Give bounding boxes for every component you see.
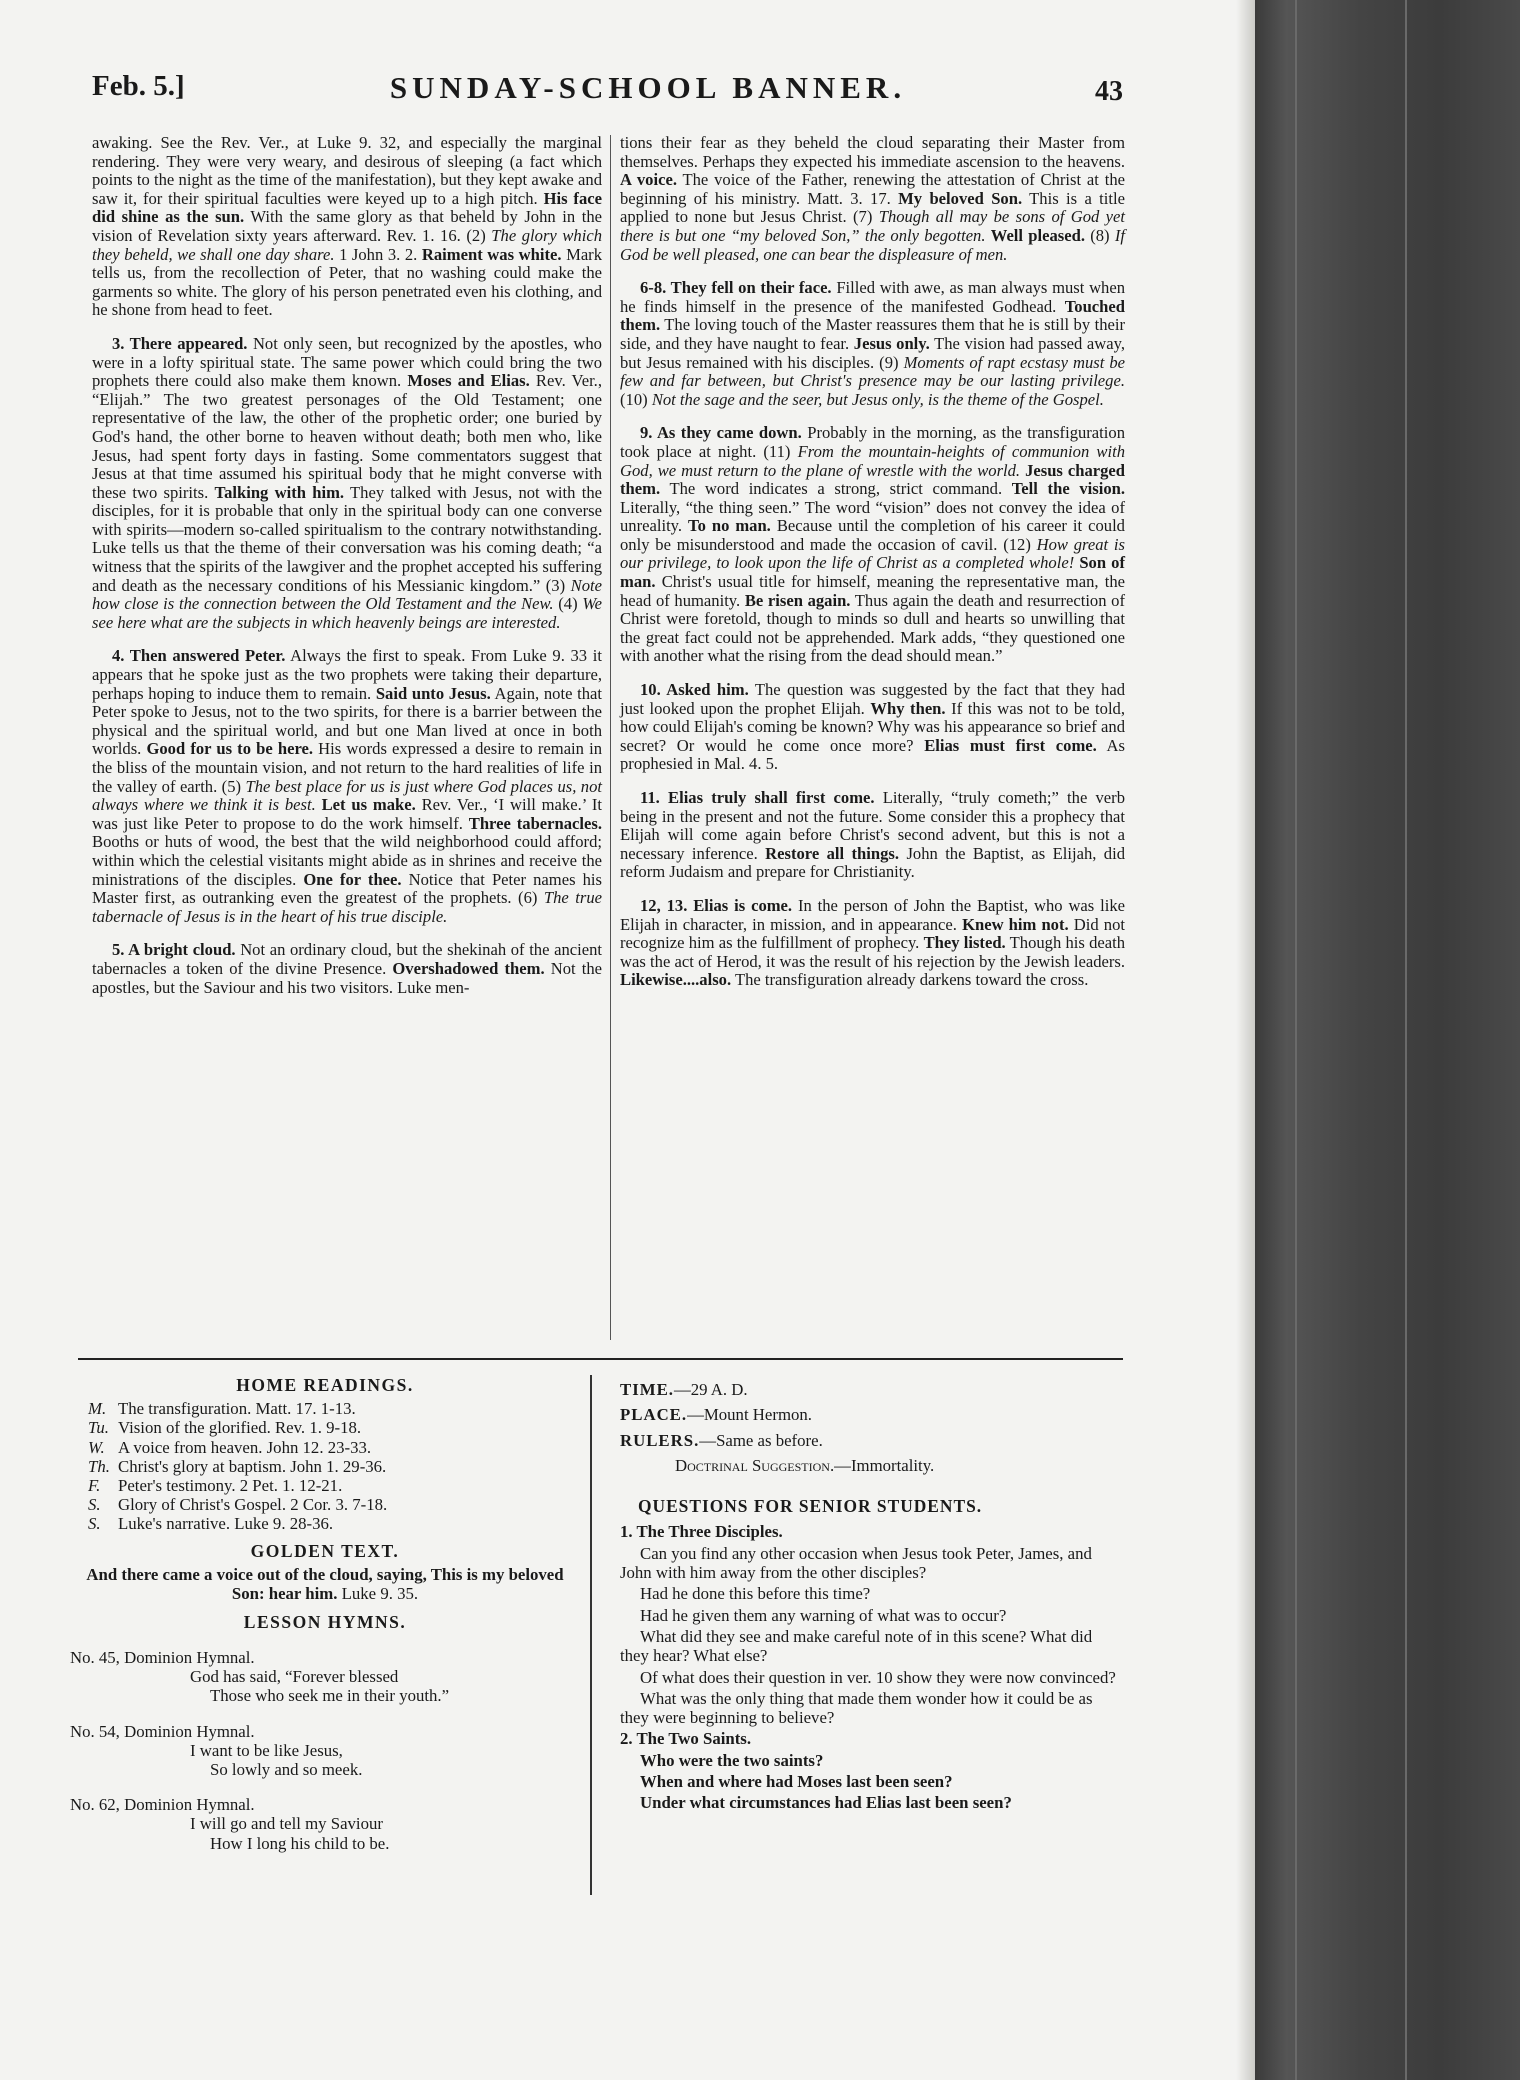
hymn-entry: No. 62, Dominion Hymnal. I will go and tell my Saviour How I long his child to be. [70,1795,390,1853]
question: When and where had Moses last been seen? [640,1772,953,1792]
left-column [92,134,602,1012]
right-column [620,134,1125,1005]
question: What did they see and make careful note of in this scene? What did they hear? What else? [620,1626,1093,1666]
list-item: S. Luke's narrative. Luke 9. 28-36. [88,1514,334,1534]
list-item: Th. Christ's glory at baptism. John 1. 29-36. [88,1456,387,1476]
paragraph: 4. Then answered Peter. Always the first to speak. From Luke 9. 33 it appears that he spoke just as the two prophets were taking their departure, perhaps hoping to induce them to remain. Said unto Jesus. Again, note that Peter spoke to Jesus, not to the two spirits, for there is a barrier between the physical and the spiritual world, and but one Man lived at once in both worlds. Good for us to be here. His words expressed a desire to remain in the bliss of the mountain vision, and not return to the hard realities of life in the valley of earth. (5) The best place for us is just where God places us, not always where we think it is best. Let us make. Rev. Ver., ‘I will make.’ It was just like Peter to propose to do the work himself. Three tabernacles. Booths or huts of wood, the best that the wild neighborhood could afford; within which the celestial visitants might abide as in shrines and receive the ministrations of the disciples. One for thee. Notice that Peter names his Master first, as outranking even the greatest of the prophets. (6) The true tabernacle of Jesus is in the heart of his true disciple. [92,646,603,926]
list-item: W. A voice from heaven. John 12. 23-33. [88,1437,372,1457]
section-rule [78,1358,1123,1360]
question: Can you find any other occasion when Jesus took Peter, James, and John with him away from the other disciples? [620,1543,1092,1583]
hymn-entry: No. 45, Dominion Hymnal. God has said, “Forever blessed Those who seek me in their youth.” [70,1648,450,1706]
paragraph: 11. Elias truly shall first come. Literally, “truly cometh;” the verb being in the present and not the future. Some consider this a prophecy that Elijah will come again before Christ's second advent, but this is not a necessary inference. Restore all things. John the Baptist, as Elijah, did reform Judaism and prepare for Christianity. [620,788,1126,882]
paragraph: 5. A bright cloud. Not an ordinary cloud, but the shekinah of the ancient tabernacles a token of the divine Presence. Overshadowed them. Not the apostles, but the Saviour and his two visitors. Luke men- [92,940,603,997]
column-divider [610,135,611,1340]
page-number: 43 [1095,76,1123,107]
questions-heading: QUESTIONS FOR SENIOR STUDENTS. [638,1496,983,1517]
list-item: F. Peter's testimony. 2 Pet. 1. 12-21. [88,1476,343,1496]
lesson-details [620,1380,1125,1815]
paragraph: 12, 13. Elias is come. In the person of John the Baptist, who was like Elijah in character, in mission, and in appearance. Knew him not. Did not recognize him as the fulfillment of prophecy. They listed. Though his death was the act of Herod, it was the result of his rejection by the Jewish leaders. Likewise....also. The transfiguration already darkens toward the cross. [620,895,1126,990]
lesson-time: TIME.—29 A. D. [620,1380,748,1399]
home-readings-list [70,1399,580,1533]
paragraph: awaking. See the Rev. Ver., at Luke 9. 32, and especially the marginal rendering. They were very weary, and desirous of sleeping (a fact which points to the night as the time of the manifestation), but they kept awake and saw it, for their spiritual faculties were keyed up to a high pitch. His face did shine as the sun. With the same glory as that beheld by John in the vision of Revelation sixty years afterward. Rev. 1. 16. (2) The glory which they beheld, we shall one day share. 1 John 3. 2. Raiment was white. Mark tells us, from the recollection of Peter, that no washing could make the garments so white. The glory of his person penetrated even his clothing, and he shone from head to feet. [92,133,603,320]
list-item: S. Glory of Christ's Gospel. 2 Cor. 3. 7-18. [88,1495,388,1515]
list-item: M. The transfiguration. Matt. 17. 1-13. [88,1399,356,1419]
running-head [78,66,1123,116]
question: What was the only thing that made them wonder how it could be as they were beginning to believe? [620,1688,1093,1728]
question-section-title: 1. The Three Disciples. [620,1522,783,1542]
publication-title: SUNDAY-SCHOOL BANNER. [389,70,907,105]
lesson-place: PLACE.—Mount Hermon. [620,1405,812,1425]
golden-text-heading: GOLDEN TEXT. [250,1540,400,1561]
hymn-entry: No. 54, Dominion Hymnal. I want to be like Jesus, So lowly and so meek. [70,1721,363,1780]
list-item: Tu. Vision of the glorified. Rev. 1. 9-18. [88,1418,362,1438]
paragraph: 10. Asked him. The question was suggested by the fact that they had just looked upon the prophet Elijah. Why then. If this was not to be told, how could Elijah's coming be known? Why was his appearance so brief and secret? Or would he come once more? Elias must first come. As prophesied in Mal. 4. 5. [620,680,1126,774]
question: Who were the two saints? [640,1750,824,1770]
lesson-rulers: RULERS.—Same as before. [620,1430,823,1450]
question: Had he given them any warning of what was to occur? [640,1605,1007,1625]
binding-line [1295,0,1297,2080]
question-section-title: 2. The Two Saints. [620,1729,752,1749]
question: Of what does their question in ver. 10 show they were now convinced? [640,1667,1116,1687]
paragraph: tions their fear as they beheld the cloud separating their Master from themselves. Perhaps they expected his immediate ascension to the heavens. A voice. The voice of the Father, renewing the attestation of Christ at the beginning of his ministry. Matt. 3. 17. My beloved Son. This is a title applied to none but Jesus Christ. (7) Though all may be sons of God yet there is but one “my beloved Son,” the only begotten. Well pleased. (8) If God be well pleased, one can bear the displeasure of men. [620,133,1125,264]
question: Under what circumstances had Elias last been seen? [640,1793,1012,1813]
doctrinal-suggestion: Doctrinal Suggestion.—Immortality. [675,1455,935,1475]
issue-date: Feb. 5.] [92,70,185,102]
question: Had he done this before this time? [640,1584,871,1604]
lesson-sidebar [70,1372,580,1853]
page-edge-shadow [1236,0,1255,2080]
lesson-hymns-heading: LESSON HYMNS. [243,1611,407,1632]
paragraph: 9. As they came down. Probably in the morning, as the transfiguration took place at night. (11) From the mountain-heights of communion with God, we must return to the plane of wrestle with the world. Jesus charged them. The word indicates a strong, strict command. Tell the vision. Literally, “the thing seen.” The word “vision” does not convey the idea of unreality. To no man. Because until the completion of his career it could only be misunderstood and made the occasion of cavil. (12) How great is our privilege, to look upon the life of Christ as a completed whole! Son of man. Christ's usual title for himself, meaning the representative man, the head of humanity. Be risen again. Thus again the death and resurrection of Christ were foretold, though to minds so dull and hearts so unwilling that the great fact could not be apprehended. Mark adds, “they questioned one with another what the rising from the dead should mean.” [620,423,1126,666]
paragraph: 3. There appeared. Not only seen, but recognized by the apostles, who were in a lofty spiritual state. The same power which could bring the two prophets there could also make them known. Moses and Elias. Rev. Ver., “Elijah.” The two greatest personages of the Old Testament; one representative of the law, the other of the prophetic order; one buried by God's hand, the other borne to heaven without death; both men who, like Jesus, had spent forty days in fasting. Some commentators suggest that Jesus at that time assumed his spiritual body that he might converse with these two spirits. Talking with him. They talked with Jesus, not with the disciples, for it is probable that only in the spiritual body can one converse with spirits—modern so-called spiritualism to the contrary notwithstanding. Luke tells us that the theme of their conversation was his coming death; “a witness that the spirits of the lawgiver and the prophet accepted his suffering and death as the necessary conditions of his Messianic kingdom.” (3) Note how close is the connection between the Old Testament and the New. (4) We see here what are the subjects in which heavenly beings are interested. [92,333,602,632]
home-readings-heading: HOME READINGS. [236,1375,414,1395]
lower-column-divider [590,1375,592,1895]
book-binding-edge [1255,0,1520,2080]
paragraph: 6-8. They fell on their face. Filled with awe, as man always must when he finds himself in the presence of the manifested Godhead. Touched them. The loving touch of the Master reassures them that he is still by their side, and they have naught to fear. Jesus only. The vision had passed away, but Jesus remained with his disciples. (9) Moments of rapt ecstasy must be few and far between, but Christ's presence may be our lasting privilege. (10) Not the sage and the seer, but Jesus only, is the theme of the Gospel. [620,278,1126,409]
golden-text: And there came a voice out of the cloud, saying, This is my beloved Son: hear him. Luke 9. 35. [86,1564,564,1603]
binding-line [1405,0,1407,2080]
